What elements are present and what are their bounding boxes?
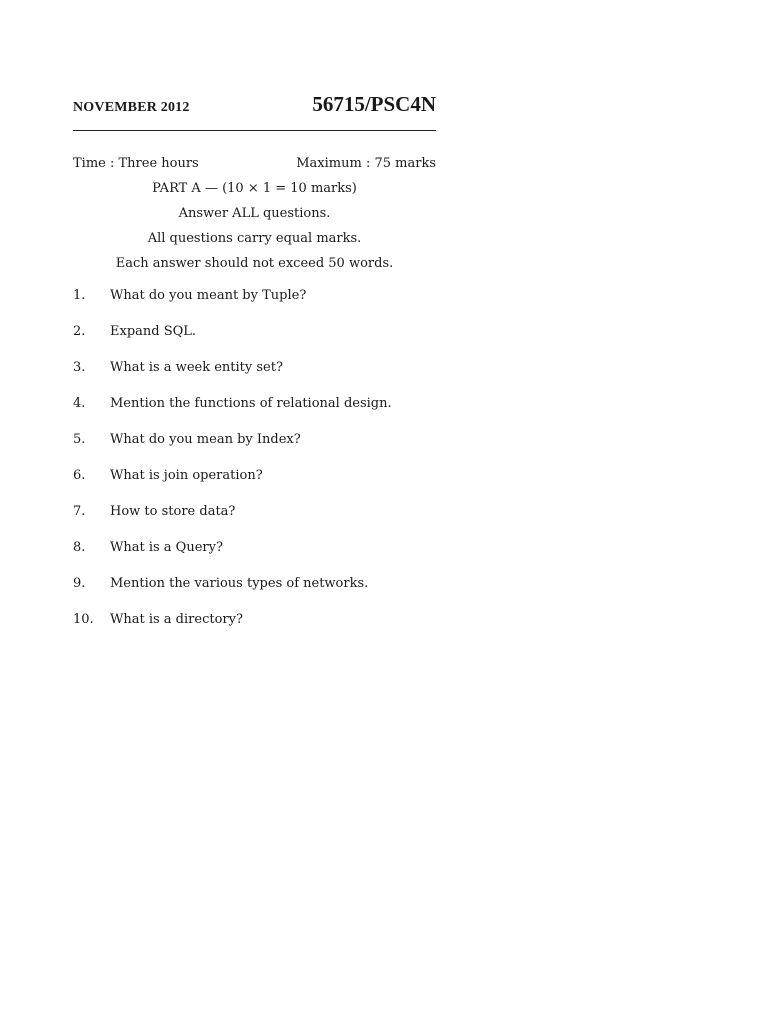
question-text: Expand SQL.	[110, 324, 197, 339]
question-text: Mention the functions of relational design.	[110, 396, 392, 411]
question-item	[73, 432, 436, 468]
question-list	[73, 288, 436, 648]
maximum-marks: Maximum : 75 marks	[296, 156, 436, 171]
question-text: What is join operation?	[110, 468, 263, 483]
question-number: 6.	[73, 468, 86, 483]
question-number: 9.	[73, 576, 86, 591]
instruction-answer-all: Answer ALL questions.	[178, 206, 331, 221]
question-item	[73, 612, 436, 648]
question-number: 5.	[73, 432, 86, 447]
question-number: 10.	[73, 612, 94, 627]
question-text: What do you meant by Tuple?	[110, 288, 307, 303]
question-item	[73, 324, 436, 360]
question-number: 1.	[73, 288, 86, 303]
question-number: 3.	[73, 360, 86, 375]
question-item	[73, 468, 436, 504]
time-allowed: Time : Three hours	[73, 156, 199, 171]
question-text: Mention the various types of networks.	[110, 576, 369, 591]
question-number: 2.	[73, 324, 86, 339]
question-item	[73, 360, 436, 396]
question-text: What is a directory?	[110, 612, 243, 627]
exam-month-year: NOVEMBER 2012	[73, 100, 190, 115]
question-text: What is a Query?	[110, 540, 223, 555]
question-text: How to store data?	[110, 504, 236, 519]
header-divider	[73, 130, 436, 131]
question-text: What is a week entity set?	[110, 360, 283, 375]
question-text: What do you mean by Index?	[110, 432, 301, 447]
part-title: PART A — (10 × 1 = 10 marks)	[152, 181, 357, 196]
question-item	[73, 396, 436, 432]
question-number: 8.	[73, 540, 86, 555]
question-number: 4.	[73, 396, 86, 411]
paper-code: 56715/PSC4N	[312, 92, 436, 116]
instruction-word-limit: Each answer should not exceed 50 words.	[115, 256, 394, 271]
question-item	[73, 288, 436, 324]
exam-header	[73, 92, 436, 122]
question-item	[73, 504, 436, 540]
question-item	[73, 576, 436, 612]
instruction-equal-marks: All questions carry equal marks.	[147, 231, 362, 246]
question-item	[73, 540, 436, 576]
question-number: 7.	[73, 504, 86, 519]
